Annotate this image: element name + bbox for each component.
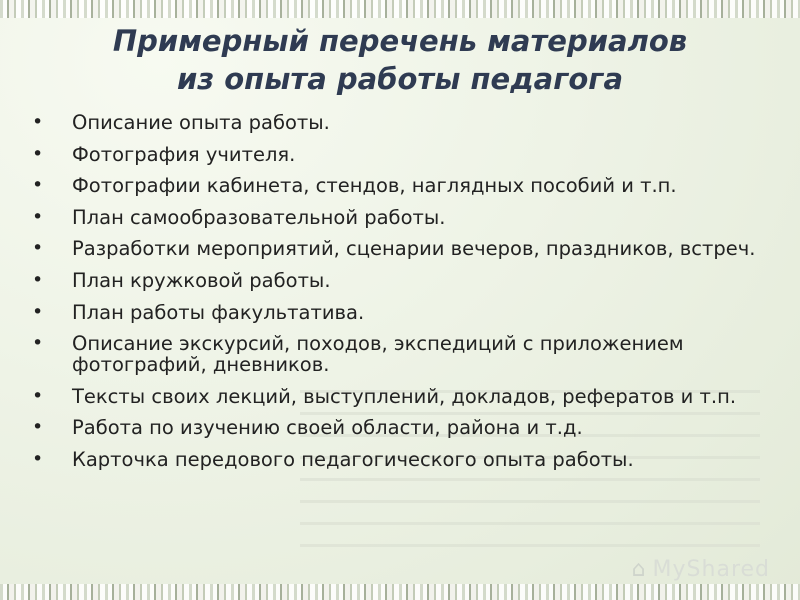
list-item: • План самообразовательной работы. xyxy=(32,207,762,228)
decorative-bottom-stripes xyxy=(0,584,800,600)
materials-list xyxy=(32,112,762,481)
list-item: • Фотографии кабинета, стендов, наглядных пособий и т.п. xyxy=(32,175,762,196)
list-item: • Разработки мероприятий, сценарии вечеров, праздников, встреч. xyxy=(32,238,762,259)
list-item: • Описание экскурсий, походов, экспедиций с приложением фотографий, дневников. xyxy=(32,333,762,375)
watermark-text: MyShared xyxy=(652,557,770,582)
slide-title-line-2: из опыта работы педагога xyxy=(176,62,624,96)
watermark-logo-icon: ⌂ xyxy=(631,557,647,582)
list-item: • Тексты своих лекций, выступлений, докладов, рефератов и т.п. xyxy=(32,386,762,407)
list-item: • План кружковой работы. xyxy=(32,270,762,291)
watermark xyxy=(632,557,770,582)
list-item: • Описание опыта работы. xyxy=(32,112,762,133)
list-item: • Карточка передового педагогического опыта работы. xyxy=(32,449,762,470)
decorative-top-stripes xyxy=(0,0,800,18)
slide-title-line-1: Примерный перечень материалов xyxy=(112,24,688,58)
list-item: • Фотография учителя. xyxy=(32,144,762,165)
list-item: • Работа по изучению своей области, района и т.д. xyxy=(32,417,762,438)
slide-title xyxy=(0,22,800,98)
list-item: • План работы факультатива. xyxy=(32,302,762,323)
